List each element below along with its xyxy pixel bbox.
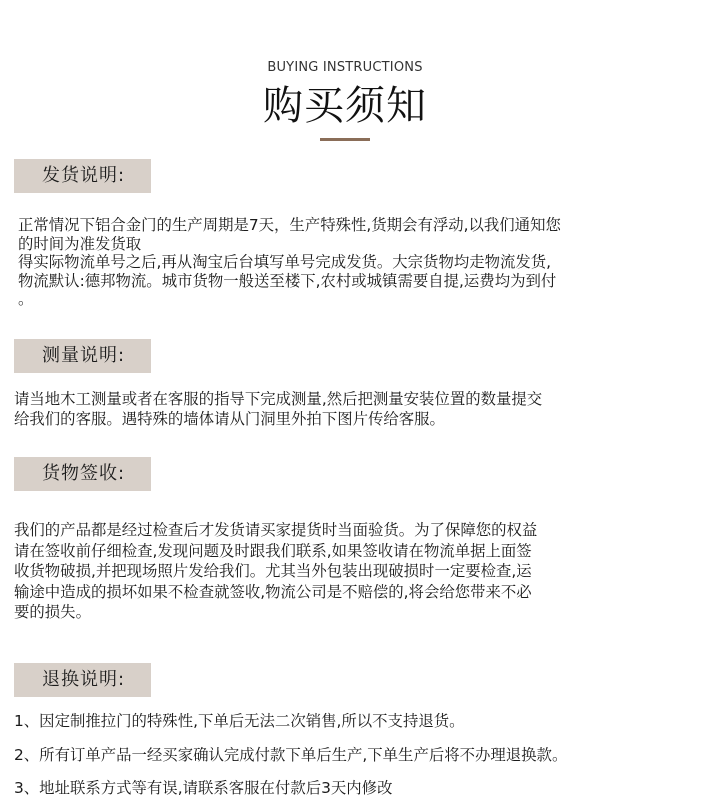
shipping-line: 得实际物流单号之后,再从淘宝后台填写单号完成发货。大宗货物均走物流发货,	[18, 253, 552, 271]
shipping-paragraph	[18, 216, 561, 309]
shipping-line: 。	[18, 290, 34, 308]
returns-item: 3、地址联系方式等有误,请联系客服在付款后3天内修改	[14, 779, 393, 797]
receipt-line: 请在签收前仔细检查,发现问题及时跟我们联系,如果签收请在物流单据上面签	[14, 541, 532, 560]
section-heading-measurement: 测量说明:	[14, 339, 151, 373]
title-divider	[320, 138, 370, 141]
page-subtitle: BUYING INSTRUCTIONS	[267, 60, 423, 75]
measurement-line: 给我们的客服。遇特殊的墙体请从门洞里外拍下图片传给客服。	[14, 410, 445, 428]
receipt-line: 我们的产品都是经过检查后才发货请买家提货时当面验货。为了保障您的权益	[14, 521, 538, 539]
returns-item: 2、所有订单产品一经买家确认完成付款下单后生产,下单生产后将不办理退换款。	[14, 746, 568, 764]
measurement-line: 请当地木工测量或者在客服的指导下完成测量,然后把测量安装位置的数量提交	[14, 390, 543, 408]
receipt-paragraph	[14, 520, 537, 623]
section-heading-receipt: 货物签收:	[14, 457, 151, 491]
receipt-line: 收货物破损,并把现场照片发给我们。尤其当外包装出现破损时一定要检查,运	[14, 562, 532, 580]
section-heading-returns: 退换说明:	[14, 663, 151, 697]
measurement-paragraph	[14, 389, 542, 429]
returns-item: 1、因定制推拉门的特殊性,下单后无法二次销售,所以不支持退货。	[14, 712, 465, 730]
page-title: 购买须知	[263, 83, 427, 129]
shipping-line: 正常情况下铝合金门的生产周期是7天，生产特殊性,货期会有浮动,以我们通知您	[18, 216, 561, 234]
shipping-line: 物流默认:德邦物流。城市货物一般送至楼下,农村或城镇需要自提,运费均为到付	[18, 271, 557, 290]
receipt-line: 要的损失。	[14, 603, 91, 621]
section-heading-shipping: 发货说明:	[14, 159, 151, 193]
receipt-line: 输途中造成的损坏如果不检查就签收,物流公司是不赔偿的,将会给您带来不必	[14, 582, 532, 601]
shipping-line: 的时间为准发货取	[18, 234, 142, 253]
